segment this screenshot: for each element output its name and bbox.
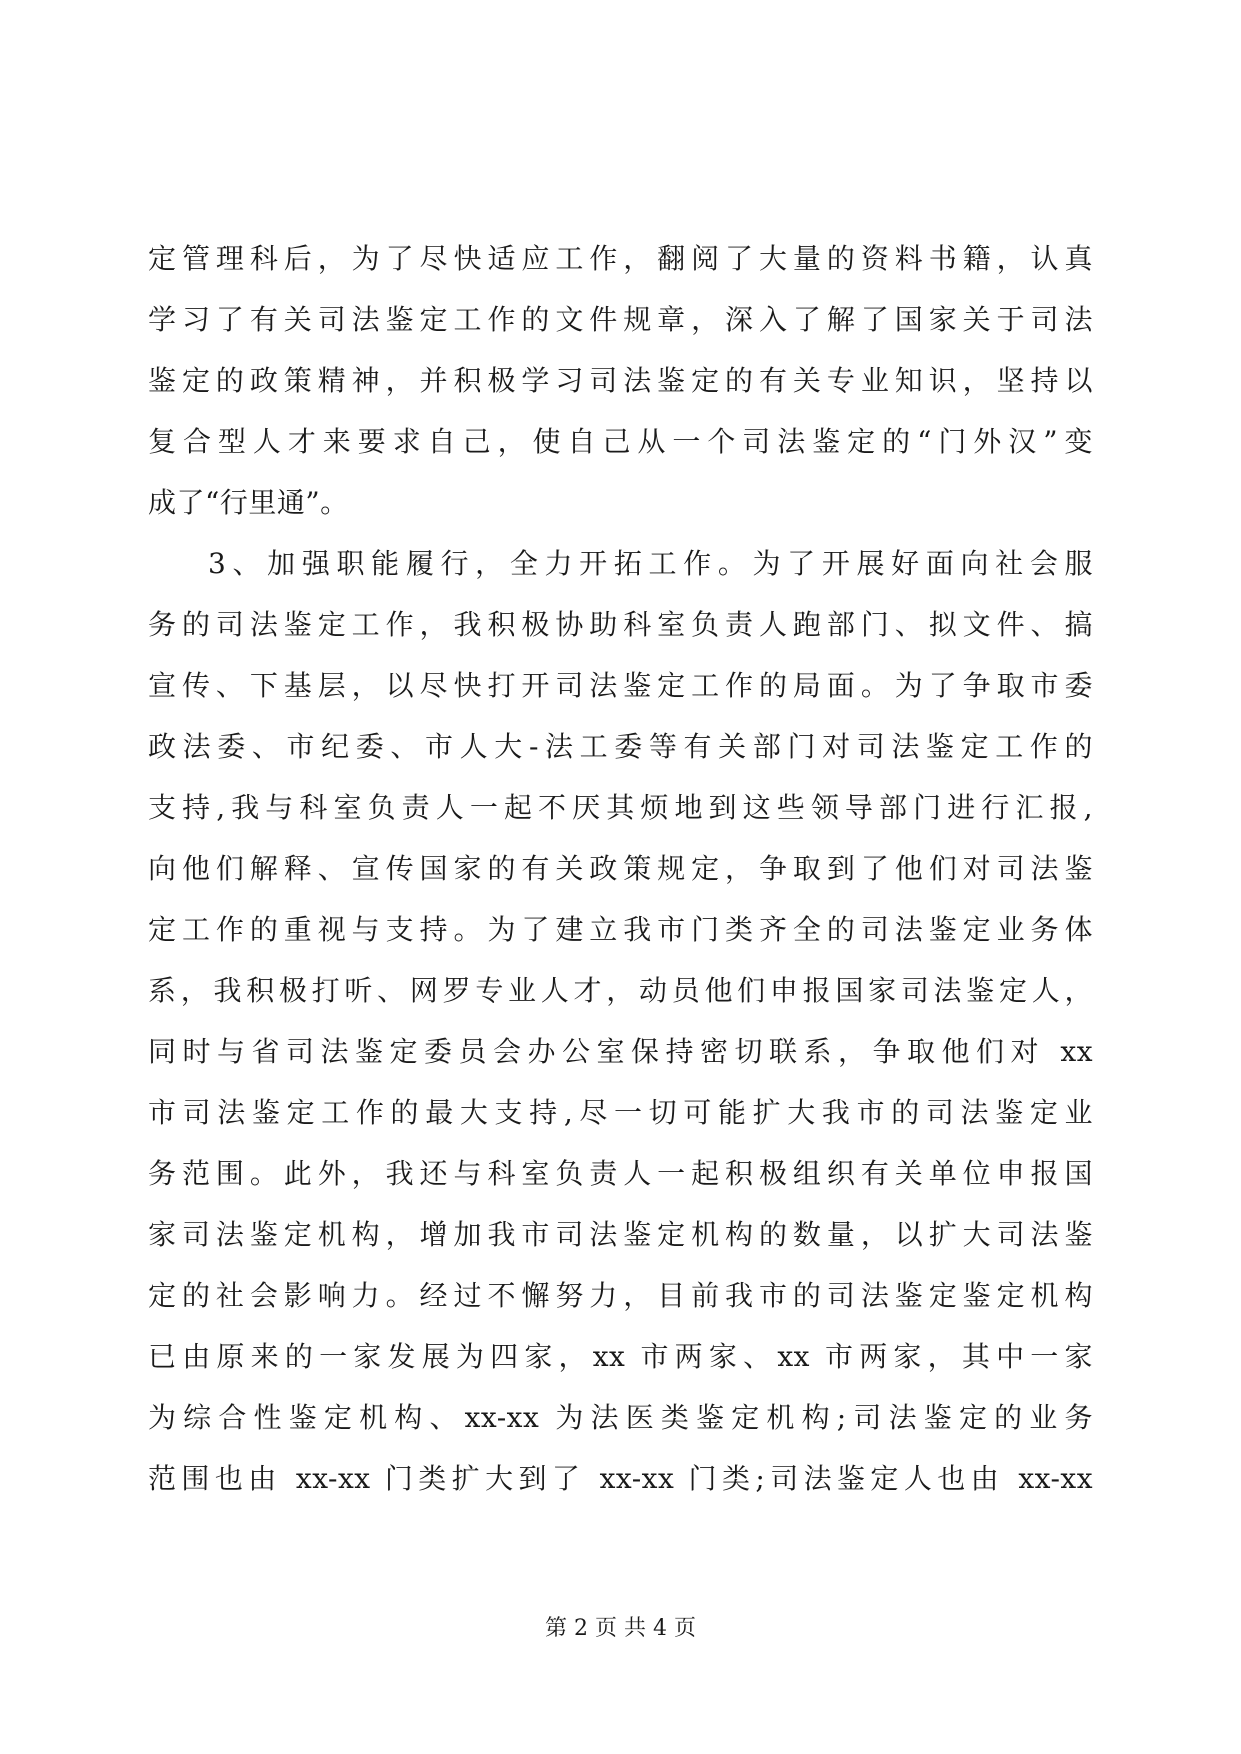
text-line: 定工作的重视与支持。为了建立我市门类齐全的司法鉴定业务体	[148, 913, 1093, 946]
body-text	[148, 228, 1093, 1509]
text-line: 定的社会影响力。经过不懈努力，目前我市的司法鉴定鉴定机构	[148, 1279, 1093, 1312]
text-line: 支持,我与科室负责人一起不厌其烦地到这些领导部门进行汇报,	[148, 791, 1093, 824]
text-line: 为综合性鉴定机构、xx-xx 为法医类鉴定机构;司法鉴定的业务	[148, 1401, 1093, 1434]
text-line: 成了“行里通”。	[148, 486, 349, 519]
text-line: 宣传、下基层，以尽快打开司法鉴定工作的局面。为了争取市委	[148, 669, 1093, 702]
text-line: 家司法鉴定机构，增加我市司法鉴定机构的数量，以扩大司法鉴	[148, 1218, 1093, 1251]
page-footer	[0, 1614, 1241, 1644]
text-line: 系，我积极打听、网罗专业人才，动员他们申报国家司法鉴定人，	[148, 974, 1093, 1007]
text-line: 向他们解释、宣传国家的有关政策规定，争取到了他们对司法鉴	[148, 852, 1093, 885]
paragraph-start-line: 3、加强职能履行，全力开拓工作。为了开展好面向社会服	[208, 547, 1093, 580]
text-line: 鉴定的政策精神，并积极学习司法鉴定的有关专业知识，坚持以	[148, 364, 1093, 397]
text-line: 范围也由 xx-xx 门类扩大到了 xx-xx 门类;司法鉴定人也由 xx-xx	[148, 1462, 1093, 1495]
text-line: 市司法鉴定工作的最大支持,尽一切可能扩大我市的司法鉴定业	[148, 1096, 1093, 1129]
text-line: 已由原来的一家发展为四家，xx 市两家、xx 市两家，其中一家	[148, 1340, 1093, 1373]
text-line: 务的司法鉴定工作，我积极协助科室负责人跑部门、拟文件、搞	[148, 608, 1093, 641]
text-line: 定管理科后，为了尽快适应工作，翻阅了大量的资料书籍，认真	[148, 242, 1093, 275]
text-line: 同时与省司法鉴定委员会办公室保持密切联系，争取他们对 xx	[148, 1035, 1093, 1068]
page-number: 第 2 页 共 4 页	[545, 1616, 696, 1641]
text-line: 政法委、市纪委、市人大-法工委等有关部门对司法鉴定工作的	[148, 730, 1093, 763]
text-line: 复合型人才来要求自己，使自己从一个司法鉴定的“门外汉”变	[148, 425, 1093, 458]
text-line: 务范围。此外，我还与科室负责人一起积极组织有关单位申报国	[148, 1157, 1093, 1190]
text-line: 学习了有关司法鉴定工作的文件规章，深入了解了国家关于司法	[148, 303, 1093, 336]
